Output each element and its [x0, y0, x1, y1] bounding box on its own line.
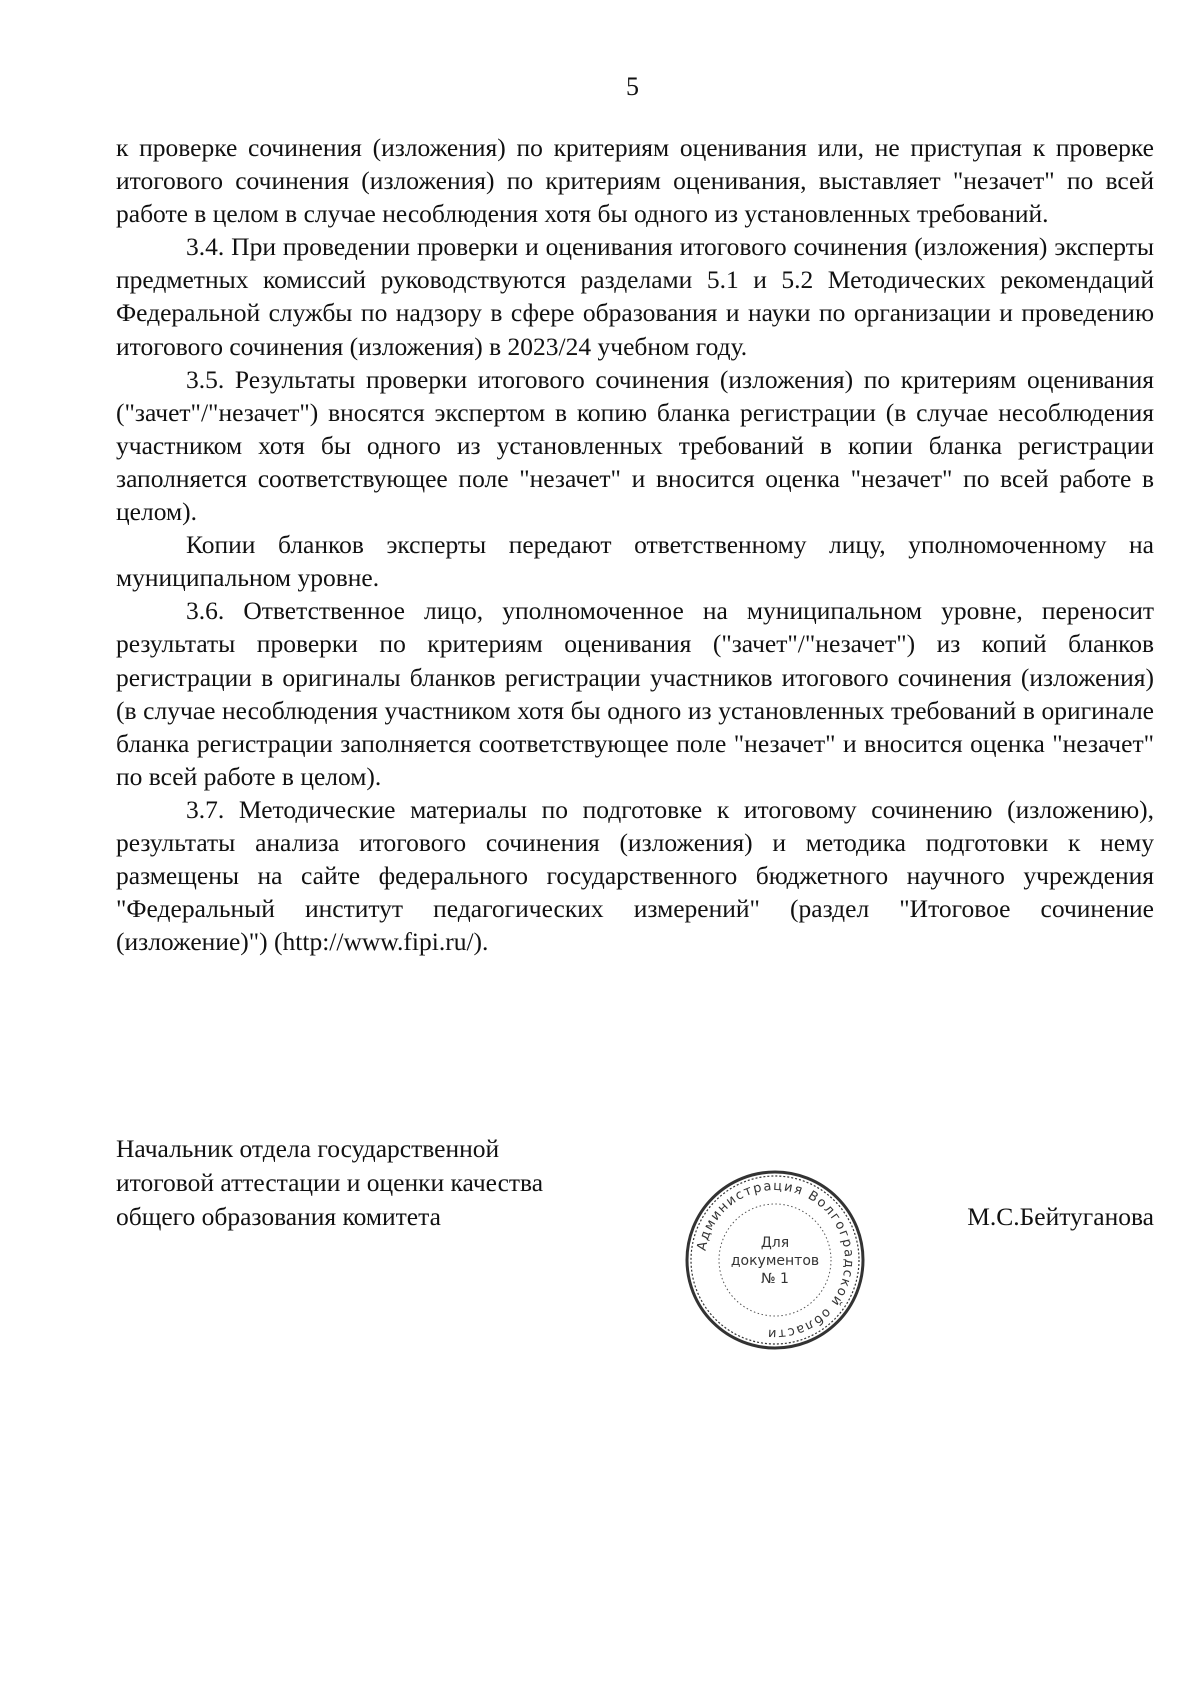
paragraph-3-5: 3.5. Результаты проверки итогового сочинения (изложения) по критериям оценивания ("зачет"/"незачет") вносятся экспертом в копию бланка регистрации (в случае несоблюдения участником хотя бы одного из установленных требований в копии бланка регистрации заполняется соответствующее поле "незачет" и вносится оценка "незачет" по всей работе в целом). [116, 364, 1154, 527]
signatory-name: М.С.Бейтуганова [967, 1202, 1154, 1231]
document-body [116, 131, 1154, 958]
stamp-center-line: Для [760, 1235, 790, 1251]
paragraph-3-7: 3.7. Методические материалы по подготовке к итоговому сочинению (изложению), результаты анализа итогового сочинения (изложения) и методика подготовки к нему размещены на сайте федерального государственного бюджетного научного учреждения "Федеральный институт педагогических измерений" (раздел "Итоговое сочинение (изложение)") (http://www.fipi.ru/). [116, 794, 1154, 957]
paragraph-3-6: 3.6. Ответственное лицо, уполномоченное на муниципальном уровне, переносит результаты проверки по критериям оценивания ("зачет"/"незачет") из копий бланков регистрации в оригиналы бланков регистрации участников итогового сочинения (изложения) (в случае несоблюдения участником хотя бы одного из установленных требований в оригинале бланка регистрации заполняется соответствующее поле "незачет" и вносится оценка "незачет" по всей работе в целом). [116, 596, 1154, 791]
paragraph-copies: Копии бланков эксперты передают ответственному лицу, уполномоченному на муниципальном уровне. [116, 530, 1154, 593]
page-number: 5 [626, 72, 639, 101]
stamp-center-line: № 1 [761, 1271, 789, 1287]
stamp-center-line: документов [730, 1253, 820, 1269]
signatory-position-line: общего образования комитета [116, 1202, 441, 1231]
official-stamp [680, 1165, 870, 1355]
paragraph-3-4: 3.4. При проведении проверки и оценивания итогового сочинения (изложения) эксперты предметных комиссий руководствуются разделами 5.1 и 5.2 Методических рекомендаций Федеральной службы по надзору в сфере образования и науки по организации и проведению итогового сочинения (изложения) в 2023/24 учебном году. [116, 232, 1154, 361]
signatory-position-line: итоговой аттестации и оценки качества [116, 1168, 544, 1197]
signatory-position [116, 1132, 676, 1234]
stamp-graphic [680, 1165, 870, 1355]
stamp-ring-text: Администрация Волгоградской области [694, 1178, 857, 1342]
signatory-position-line: Начальник отдела государственной [116, 1134, 500, 1163]
paragraph-continuation: к проверке сочинения (изложения) по критериям оценивания или, не приступая к проверке итогового сочинения (изложения) по критериям оценивания, выставляет "незачет" по всей работе в целом в случае несоблюдения хотя бы одного из установленных требований. [116, 133, 1154, 229]
